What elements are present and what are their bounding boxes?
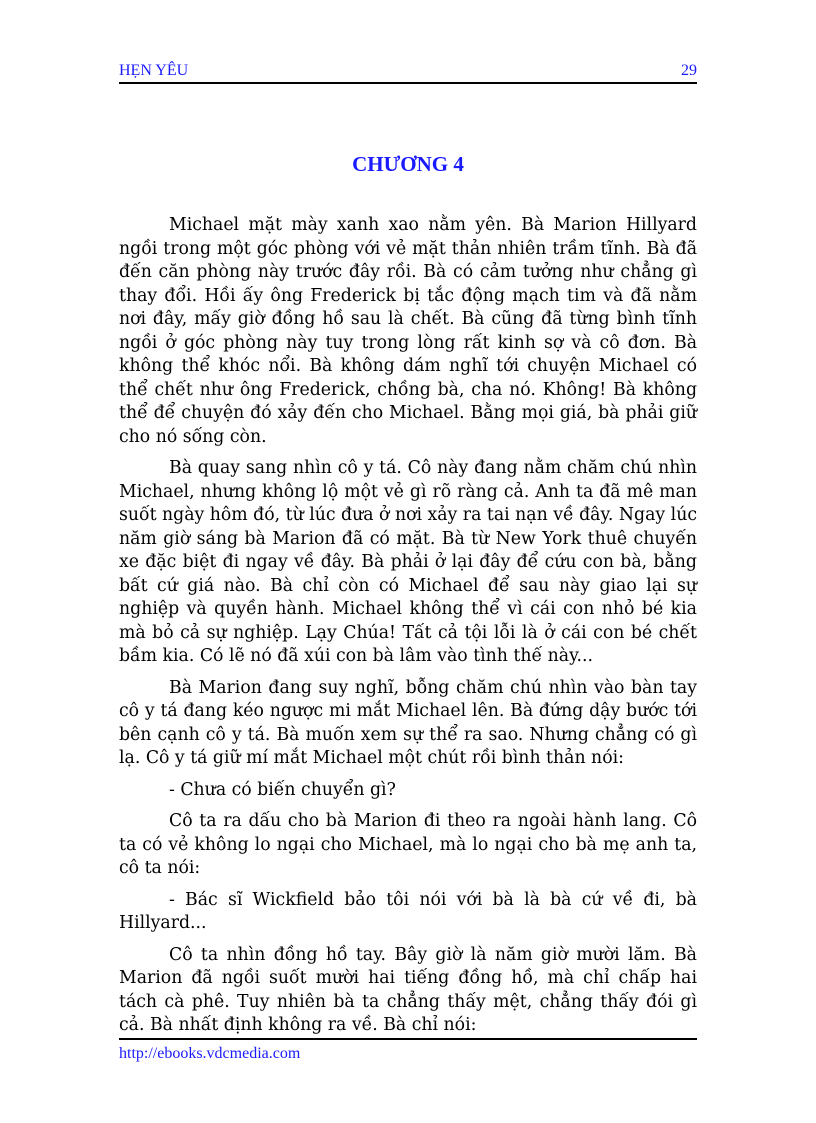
paragraph: Cô ta nhìn đồng hồ tay. Bây giờ là năm giờ mười lăm. Bà Marion đã ngồi suốt mười hai tiếng đồng hồ, mà chỉ chấp hai tách cà phê. Tuy nhiên bà ta chẳng thấy mệt, chẳng thấy đói gì cả. Bà nhất định không ra về. Bà chỉ nói: [119,944,697,1035]
footer-link[interactable]: http://ebooks.vdcmedia.com [119,1045,301,1062]
book-title: HẸN YÊU [119,62,189,79]
page-number: 29 [681,62,697,79]
page-footer [119,1038,697,1063]
chapter-body [119,214,697,1046]
paragraph: Michael mặt mày xanh xao nằm yên. Bà Marion Hillyard ngồi trong một góc phòng với vẻ mặt thản nhiên trầm tĩnh. Bà đã đến căn phòng này trước đây rồi. Bà có cảm tưởng như chẳng gì thay đổi. Hồi ấy ông Frederick bị tắc động mạch tim và đã nằm nơi đây, mấy giờ đồng hồ sau là chết. Bà cũng đã từng bình tĩnh ngồi ở góc phòng này tuy trong lòng rất kinh sợ và cô đơn. Bà không thể khóc nổi. Bà không dám nghĩ tới chuyện Michael có thể chết như ông Frederick, chồng bà, cha nó. Không! Bà không thể để chuyện đó xảy đến cho Michael. Bằng mọi giá, bà phải giữ cho nó sống còn. [119,215,697,447]
page-header [119,62,697,84]
dialogue-line: - Bác sĩ Wickfield bảo tôi nói với bà là bà cứ về đi, bà Hillyard... [119,889,697,933]
paragraph: Bà quay sang nhìn cô y tá. Cô này đang nằm chăm chú nhìn Michael, nhưng không lộ một vẻ gì rõ ràng cả. Anh ta đã mê man suốt ngày hôm đó, từ lúc đưa ở nơi xảy ra tai nạn về đây. Ngay lúc năm giờ sáng bà Marion đã có mặt. Bà từ New York thuê chuyến xe đặc biệt đi ngay về đây. Bà phải ở lại đây để cứu con bà, bằng bất cứ giá nào. Bà chỉ còn có Michael để sau này giao lại sự nghiệp và quyền hành. Michael không thể vì cái con nhỏ bé kia mà bỏ cả sự nghiệp. Lạy Chúa! Tất cả tội lỗi là ở cái con bé chết bầm kia. Có lẽ nó đã xúi con bà lâm vào tình thế này... [119,458,697,666]
chapter-title: CHƯƠNG 4 [352,152,464,176]
dialogue-line: - Chưa có biến chuyển gì? [169,779,396,800]
paragraph: Cô ta ra dấu cho bà Marion đi theo ra ngoài hành lang. Cô ta có vẻ không lo ngại cho Michael, mà lo ngại cho bà mẹ anh ta, cô ta nói: [119,811,697,878]
paragraph: Bà Marion đang suy nghĩ, bỗng chăm chú nhìn vào bàn tay cô y tá đang kéo ngược mi mắt Michael lên. Bà đứng dậy bước tới bên cạnh cô y tá. Bà muốn xem sự thể ra sao. Nhưng chẳng có gì lạ. Cô y tá giữ mí mắt Michael một chút rồi bình thản nói: [119,677,697,768]
